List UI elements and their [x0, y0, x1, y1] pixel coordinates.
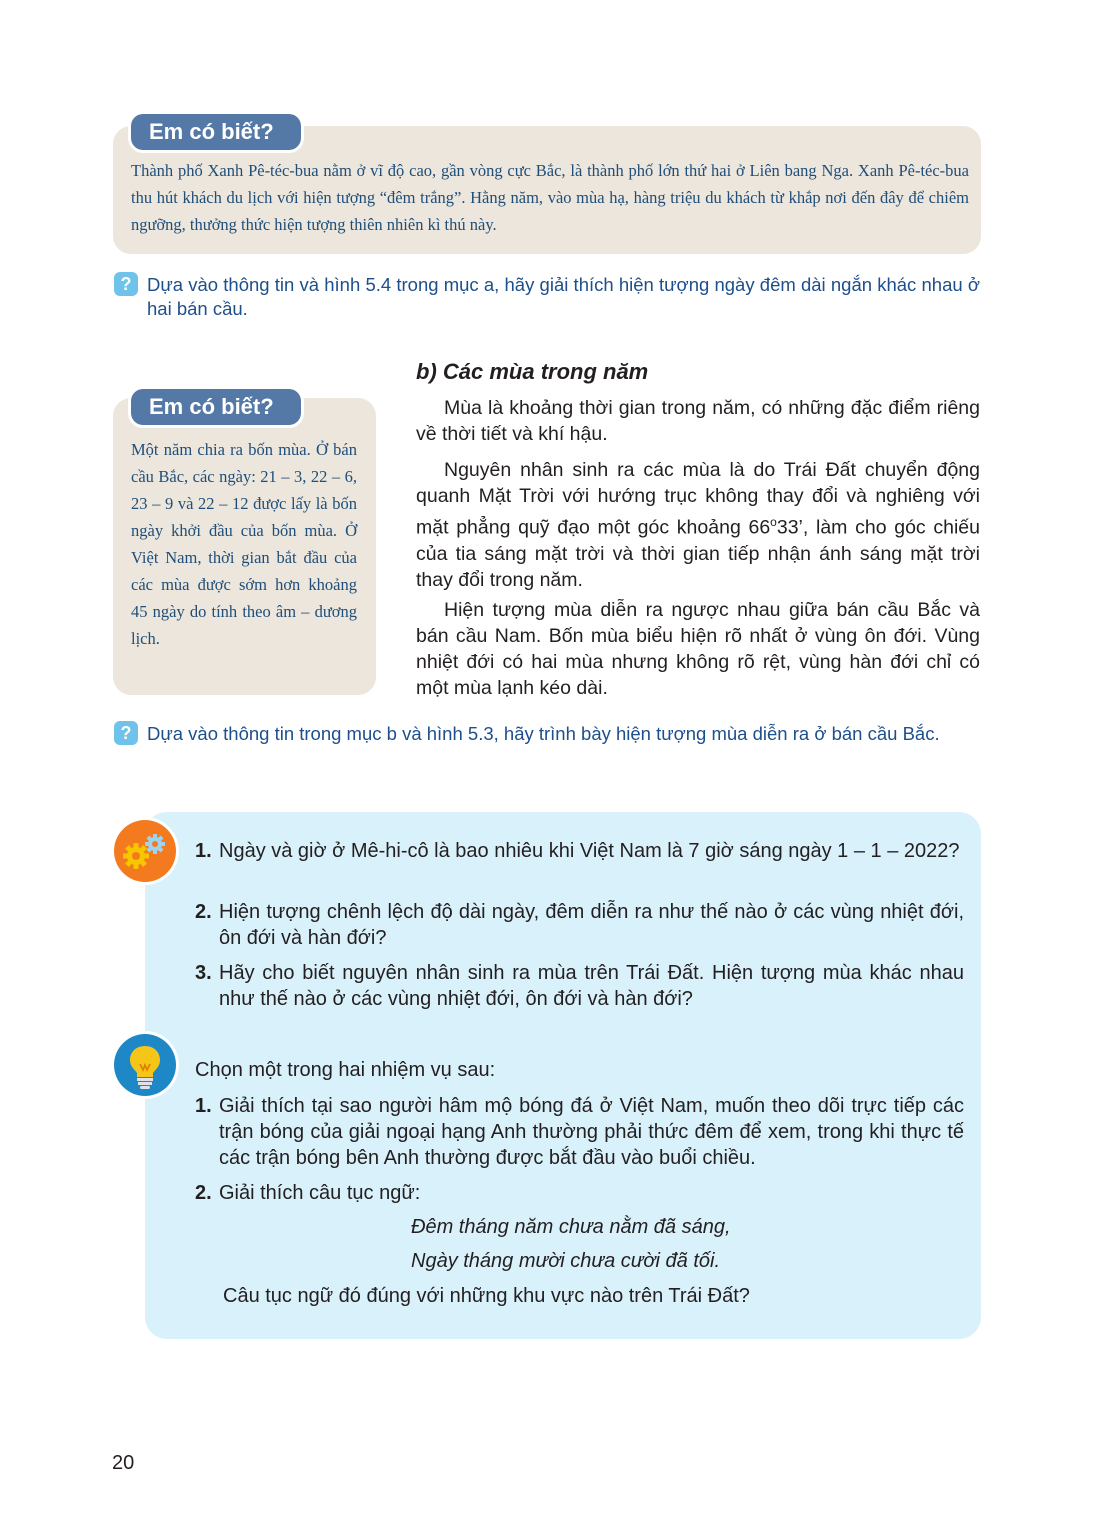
know-box-1-text: Thành phố Xanh Pê-téc-bua nằm ở vĩ độ cao, gần vòng cực Bắc, là thành phố lớn thứ hai ở Liên bang Nga. Xanh Pê-téc-bua thu hút khách du lịch với hiện tượng “đêm trắng”. Hằng năm, vào mùa hạ, hàng triệu du khách từ khắp nơi đến đây để chiêm ngưỡng, thưởng thức hiện tượng thiên nhiên kì thú này.	[131, 161, 969, 234]
gears-icon-graphic	[114, 820, 176, 882]
apply-intro: Chọn một trong hai nhiệm vụ sau:	[195, 1059, 496, 1081]
question-2-text: Dựa vào thông tin trong mục b và hình 5.3, hãy trình bày hiện tượng mùa diễn ra ở bán cầu Bắc.	[147, 723, 940, 744]
lightbulb-icon-graphic	[114, 1034, 176, 1096]
section-b-paragraph-2-part1: Nguyên nhân sinh ra các mùa là do Trái Đất chuyển động quanh Mặt Trời với hướng trục không thay đổi và nghiêng với mặt phẳng quỹ đạo một góc khoảng 66	[416, 459, 980, 539]
know-box-2-tab: Em có biết?	[131, 389, 301, 425]
apply-item-2-number: 2.	[195, 1182, 212, 1204]
section-b-paragraph-2-part2: 33’, làm cho góc chiếu của tia sáng mặt trời và thời gian tiếp nhận ánh sáng mặt trời thay đổi trong năm.	[416, 516, 980, 591]
gears-icon	[114, 820, 176, 882]
page-number: 20	[112, 1452, 135, 1474]
question-icon: ?	[114, 272, 138, 296]
degree-superscript: o	[770, 515, 777, 529]
practice-item-2-number: 2.	[195, 901, 212, 923]
section-b-title: b) Các mùa trong năm	[416, 359, 649, 384]
proverb-line-1: Đêm tháng năm chưa nằm đã sáng,	[411, 1216, 731, 1238]
section-b-paragraph-3: Hiện tượng mùa diễn ra ngược nhau giữa bán cầu Bắc và bán cầu Nam. Bốn mùa biểu hiện rõ nhất ở vùng ôn đới. Vùng nhiệt đới có hai mùa nhưng không rõ rệt, vùng hàn đới chỉ có một mùa lạnh kéo dài.	[416, 599, 980, 699]
question-icon: ?	[114, 721, 138, 745]
practice-item-2-text: Hiện tượng chênh lệch độ dài ngày, đêm diễn ra như thế nào ở các vùng nhiệt đới, ôn đới và hàn đới?	[219, 901, 964, 949]
section-b-paragraph-2	[416, 457, 980, 593]
apply-item-1-number: 1.	[195, 1095, 212, 1117]
know-box-2-text: Một năm chia ra bốn mùa. Ở bán cầu Bắc, các ngày: 21 – 3, 22 – 6, 23 – 9 và 22 – 12 được lấy là bốn ngày khởi đầu của bốn mùa. Ở Việt Nam, thời gian bắt đầu của các mùa được sớm hơn khoảng 45 ngày do tính theo âm – dương lịch.	[131, 440, 357, 648]
practice-item-1-text: Ngày và giờ ở Mê-hi-cô là bao nhiêu khi Việt Nam là 7 giờ sáng ngày 1 – 1 – 2022?	[219, 840, 960, 862]
question-1-text: Dựa vào thông tin và hình 5.4 trong mục a, hãy giải thích hiện tượng ngày đêm dài ngắn khác nhau ở hai bán cầu.	[147, 274, 980, 319]
section-b-paragraph-1: Mùa là khoảng thời gian trong năm, có những đặc điểm riêng về thời tiết và khí hậu.	[416, 397, 980, 445]
proverb-line-2: Ngày tháng mười chưa cười đã tối.	[411, 1250, 721, 1272]
apply-closing: Câu tục ngữ đó đúng với những khu vực nào trên Trái Đất?	[223, 1285, 750, 1307]
lightbulb-icon	[114, 1034, 176, 1096]
apply-item-2-text: Giải thích câu tục ngữ:	[219, 1182, 421, 1204]
apply-item-1-text: Giải thích tại sao người hâm mộ bóng đá ở Việt Nam, muốn theo dõi trực tiếp các trận bóng của giải ngoại hạng Anh thường phải thức đêm để xem, trong khi thực tế các trận bóng bên Anh thường được bắt đầu vào buổi chiều.	[219, 1095, 964, 1169]
practice-item-1-number: 1.	[195, 840, 212, 862]
know-box-1-tab: Em có biết?	[131, 114, 301, 150]
practice-item-3-number: 3.	[195, 962, 212, 984]
practice-item-3-text: Hãy cho biết nguyên nhân sinh ra mùa trên Trái Đất. Hiện tượng mùa khác nhau như thế nào ở các vùng nhiệt đới, ôn đới và hàn đới?	[219, 962, 964, 1010]
